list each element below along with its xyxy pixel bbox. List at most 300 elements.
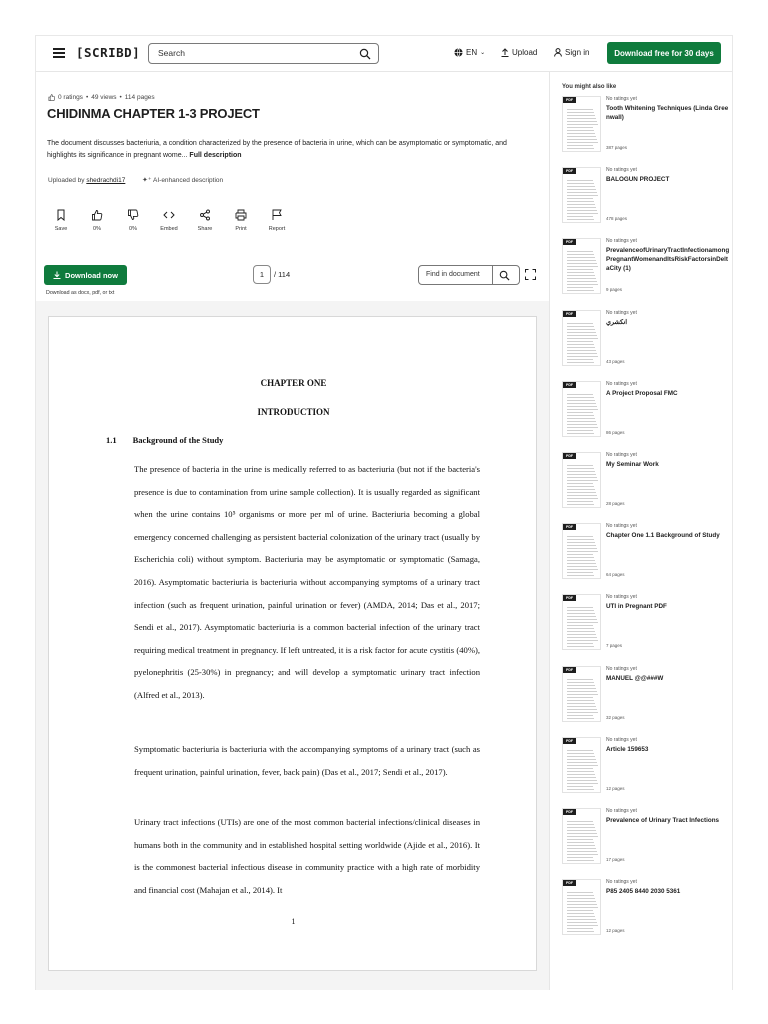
document-thumbnail[interactable] — [562, 310, 601, 366]
thumbnail-text-line — [567, 287, 593, 288]
document-thumbnail[interactable] — [562, 452, 601, 508]
ai-label: AI-enhanced description — [153, 177, 224, 184]
thumbnail-text-line — [567, 928, 593, 929]
pdf-badge: PDF — [563, 382, 576, 388]
card-title[interactable]: PrevalenceofUrinaryTractInfectionamongPregnantWomenandItsRiskFactorsinDeltaCity (1) — [606, 247, 730, 273]
fullscreen-icon[interactable] — [525, 269, 536, 280]
thumbnail-text-line — [567, 216, 593, 217]
thumbnail-text-line — [567, 326, 594, 327]
thumbnail-text-line — [567, 774, 595, 775]
thumbnail-text-line — [567, 892, 593, 893]
hamburger-menu-icon[interactable] — [53, 48, 65, 58]
thumbnail-text-line — [567, 910, 593, 911]
recommendation-card[interactable] — [562, 310, 732, 374]
thumbnail-text-line — [567, 777, 596, 778]
thumbnail-text-line — [567, 637, 597, 638]
thumbnail-text-line — [567, 919, 596, 920]
thumbnail-text-line — [567, 925, 598, 926]
thumbnail-text-line — [567, 563, 596, 564]
upload-icon — [501, 48, 509, 57]
thumbnail-text-line — [567, 536, 593, 537]
download-icon — [53, 271, 61, 279]
thumbnail-text-line — [567, 353, 597, 354]
thumbnail-text-line — [567, 198, 593, 199]
introduction-heading: INTRODUCTION — [257, 407, 330, 417]
section-heading — [106, 435, 223, 445]
thumbnail-text-line — [567, 895, 594, 896]
thumbnail-text-line — [567, 278, 596, 279]
thumbnail-text-line — [567, 542, 595, 543]
thumbnail-text-line — [567, 712, 598, 713]
sidebar-heading: You might also like — [562, 84, 617, 90]
thumbnail-text-line — [567, 768, 593, 769]
thumbnail-text-line — [567, 335, 597, 336]
uploader-link[interactable]: shedrachdi17 — [86, 177, 126, 184]
card-title[interactable]: Article 159653 — [606, 745, 649, 753]
thumbnail-text-line — [567, 833, 597, 834]
thumbnail-text-line — [567, 133, 595, 134]
recommendation-card[interactable] — [562, 96, 732, 160]
thumbnail-text-line — [567, 827, 595, 828]
thumbnail-text-line — [567, 109, 593, 110]
recommendation-card[interactable] — [562, 381, 732, 445]
recommendation-card[interactable] — [562, 238, 732, 302]
card-rating: No ratings yet — [606, 808, 637, 814]
thumbnail-text-line — [567, 643, 593, 644]
thumbnail-text-line — [567, 192, 597, 193]
pages-count: 114 pages — [124, 94, 155, 101]
thumbnail-text-line — [567, 765, 598, 766]
thumbnail-text-line — [567, 551, 598, 552]
embed-button[interactable] — [154, 206, 184, 236]
thumbnail-text-line — [567, 607, 593, 608]
paragraph-1: The presence of bacteria in the urine is medically referred to as bacteriuria (but not if the bacteria's presence is due to contamination from urine sample collection). It is usually regarded as significant when the urine contains 10⁵ organisms or more per ml of urine. Bacteriuria becoming a global emergency concerned challenging as persistent bacterial colonization of the urinary tract (usually by Escherichia coli) without symptom. Bacteriuria may be asymptomatic or symptomatic (Samaga, 2016). Asymptomatic bacteriuria is bacteriuria without accompanying symptoms of a urinary tract infection (such as frequent urination, painful urination or fever) (AMDA, 2014; Das et al., 2017; Sendi et al., 2017). Asymptomatic bacteriuria is a common bacterial infection of the urinary tract requiring medical treatment in pregnancy. If left untreated, it is a risk factor for acute cystitis (40%), pyelonephritis (25-30%) in pregnancy; and will develop a symptomatic urinary tract infection (Alfred et al., 2013). — [134, 464, 480, 700]
paragraph-2: Symptomatic bacteriuria is bacteriuria with the accompanying symptoms of a urinary tract (such as frequent urination, painful urination, fever, back pain) (Das et al., 2017; Sendi et al., 2017). — [134, 744, 480, 777]
card-page-count: 86 pages — [606, 429, 625, 435]
page-footer-number: 1 — [291, 917, 296, 926]
card-rating: No ratings yet — [606, 523, 637, 530]
views-count: 49 views — [91, 94, 117, 101]
thumbnail-text-line — [567, 474, 596, 475]
thumbnail-text-line — [567, 786, 593, 787]
thumbnail-text-line — [567, 575, 594, 576]
thumbnail-text-line — [567, 898, 595, 899]
thumbnail-text-line — [567, 483, 593, 484]
thumbs-up-icon — [91, 209, 103, 221]
thumbnail-text-line — [567, 145, 593, 146]
thumbnail-text-line — [567, 118, 596, 119]
thumbnail-text-line — [567, 842, 594, 843]
bookmark-icon — [55, 209, 67, 221]
thumbnail-text-line — [567, 251, 593, 252]
thumbnail-text-line — [567, 789, 594, 790]
find-search-icon[interactable] — [499, 270, 510, 281]
thumbnail-text-line — [567, 254, 594, 255]
thumbnail-text-line — [567, 907, 598, 908]
print-label: Print — [235, 226, 247, 232]
thumbnail-text-line — [567, 121, 597, 122]
thumbnail-text-line — [567, 341, 593, 342]
thumbnail-text-line — [567, 854, 598, 855]
uploaded-by-label: Uploaded by — [48, 177, 85, 184]
thumbnail-text-line — [567, 557, 594, 558]
thumbnail-text-line — [567, 260, 596, 261]
thumbnail-text-line — [567, 290, 594, 291]
document-thumbnail[interactable] — [562, 808, 601, 864]
thumbnail-text-line — [567, 112, 594, 113]
thumbnail-text-line — [567, 857, 593, 858]
card-page-count: 7 pages — [606, 643, 623, 649]
card-rating: No ratings yet — [606, 736, 637, 743]
thumbnail-text-line — [567, 136, 596, 137]
thumbnail-text-line — [567, 539, 594, 540]
ai-description-note — [142, 176, 223, 184]
like-button[interactable] — [82, 206, 112, 236]
page-number-input[interactable]: 1 — [253, 265, 271, 284]
card-page-count: 12 pages — [606, 928, 625, 934]
thumbnail-text-line — [567, 213, 598, 214]
signin-button[interactable] — [554, 48, 589, 57]
thumbnail-text-line — [567, 424, 597, 425]
recommendation-card[interactable] — [562, 879, 732, 943]
thumbnail-text-line — [567, 201, 594, 202]
save-label: Save — [54, 226, 68, 232]
thumbnail-text-line — [567, 685, 595, 686]
recommendation-card[interactable] — [562, 737, 732, 801]
thumbnail-text-line — [567, 400, 595, 401]
thumbnail-text-line — [567, 613, 595, 614]
thumbs-down-icon — [127, 209, 139, 221]
thumbnail-text-line — [567, 406, 597, 407]
recommendation-card[interactable] — [562, 666, 732, 730]
thumbnail-text-line — [567, 412, 593, 413]
document-thumbnail[interactable] — [562, 666, 601, 722]
thumbnail-text-line — [567, 913, 594, 914]
top-nav — [36, 36, 733, 72]
thumbnail-text-line — [567, 127, 593, 128]
thumbnail-text-line — [567, 554, 593, 555]
thumbnail-text-line — [567, 780, 597, 781]
card-title[interactable]: My Seminar Work — [606, 461, 659, 468]
like-percent: 0% — [93, 226, 101, 232]
recommendation-card[interactable] — [562, 167, 732, 231]
thumbnail-text-line — [567, 771, 594, 772]
thumbnail-text-line — [567, 756, 595, 757]
chapter-heading: CHAPTER ONE — [260, 378, 327, 388]
language-label: EN — [466, 48, 478, 57]
card-title[interactable]: BALOGUN PROJECT — [606, 176, 670, 184]
page-total: / 114 — [274, 270, 291, 279]
thumbnail-text-line — [567, 548, 597, 549]
save-button[interactable] — [46, 206, 76, 236]
document-thumbnail[interactable] — [562, 96, 601, 152]
share-button[interactable] — [190, 206, 220, 236]
thumbnail-text-line — [567, 362, 594, 363]
document-thumbnail[interactable] — [562, 737, 601, 793]
thumbnail-text-line — [567, 706, 596, 707]
download-free-button[interactable]: Download free for 30 days — [607, 42, 721, 64]
recommendation-card[interactable] — [562, 452, 732, 516]
thumbnail-text-line — [567, 634, 596, 635]
thumbnail-text-line — [567, 219, 594, 220]
recommendation-card[interactable] — [562, 808, 732, 872]
section-number: 1.1 — [106, 435, 117, 445]
pdf-badge: PDF — [563, 880, 576, 886]
thumbnail-text-line — [567, 679, 593, 680]
thumbnail-text-line — [567, 821, 593, 822]
signin-label: Sign in — [565, 48, 590, 57]
thumbnail-text-line — [567, 486, 594, 487]
card-title[interactable]: UTI in Pregnant PDF — [606, 603, 667, 611]
upload-button[interactable] — [501, 48, 537, 57]
card-title[interactable]: A Project Proposal FMC — [606, 389, 678, 397]
thumbnail-text-line — [567, 922, 597, 923]
card-rating: No ratings yet — [606, 96, 637, 102]
thumbnail-text-line — [567, 836, 598, 837]
share-icon — [199, 209, 211, 221]
thumbnail-text-line — [567, 504, 594, 505]
flag-icon — [271, 209, 283, 221]
thumbnail-text-line — [567, 688, 596, 689]
thumbnail-text-line — [567, 142, 598, 143]
document-thumbnail[interactable] — [562, 879, 601, 935]
thumbnail-text-line — [567, 616, 596, 617]
thumbnail-text-line — [567, 180, 593, 181]
pdf-badge: PDF — [563, 667, 576, 673]
thumbnail-text-line — [567, 646, 594, 647]
thumbnail-text-line — [567, 492, 596, 493]
dislike-button[interactable] — [118, 206, 148, 236]
thumbnail-text-line — [567, 275, 595, 276]
thumbnail-text-line — [567, 625, 593, 626]
card-rating: No ratings yet — [606, 238, 637, 245]
card-title[interactable]: Tooth Whitening Techniques (Linda Greenwall) — [606, 105, 729, 121]
search-placeholder: Search — [158, 48, 185, 58]
scribd-logo[interactable]: [SCRIBD] — [76, 45, 141, 60]
thumbnail-text-line — [567, 272, 594, 273]
thumbnail-text-line — [567, 281, 597, 282]
globe-icon — [454, 48, 463, 57]
pdf-badge: PDF — [563, 738, 576, 744]
thumbnail-text-line — [567, 415, 594, 416]
thumbnail-text-line — [567, 403, 596, 404]
download-now-label: Download now — [65, 270, 118, 280]
thumbnail-text-line — [567, 284, 598, 285]
thumbnail-text-line — [567, 471, 595, 472]
thumbnail-text-line — [567, 350, 596, 351]
pdf-badge: PDF — [563, 168, 576, 174]
thumbnail-text-line — [567, 572, 593, 573]
thumbnail-text-line — [567, 830, 596, 831]
card-page-count: 17 pages — [606, 857, 625, 862]
card-page-count: 387 pages — [606, 145, 628, 150]
thumbnail-text-line — [567, 421, 596, 422]
doc-stats: 0 ratings • 49 views • 114 pages — [48, 94, 155, 101]
search-input[interactable] — [148, 43, 379, 64]
card-title[interactable]: MANUEL @@###W — [606, 674, 664, 682]
uploaded-by — [48, 177, 125, 184]
thumbnail-text-line — [567, 931, 594, 932]
thumbnail-text-line — [567, 501, 593, 502]
document-viewer[interactable] — [36, 301, 549, 990]
thumbnail-text-line — [567, 356, 598, 357]
pdf-badge: PDF — [563, 311, 576, 317]
document-thumbnail[interactable] — [562, 238, 601, 294]
thumbnail-text-line — [567, 433, 594, 434]
thumbnail-text-line — [567, 183, 594, 184]
thumbnail-text-line — [567, 427, 598, 428]
card-rating: No ratings yet — [606, 594, 637, 601]
thumbnail-text-line — [567, 631, 595, 632]
thumbnail-text-line — [567, 860, 594, 861]
card-page-count: 43 pages — [606, 358, 625, 364]
thumbnail-text-line — [567, 703, 595, 704]
print-button[interactable] — [226, 206, 256, 236]
thumbnail-text-line — [567, 700, 594, 701]
pdf-badge: PDF — [563, 809, 576, 815]
card-rating: No ratings yet — [606, 309, 637, 316]
thumbnail-text-line — [567, 904, 597, 905]
thumbnail-text-line — [567, 545, 596, 546]
document-title: CHIDINMA CHAPTER 1-3 PROJECT — [47, 106, 260, 121]
thumbnail-text-line — [567, 139, 597, 140]
paragraph-3: Urinary tract infections (UTIs) are one of the most common bacterial infections/clinical diseases in humans both in the community and in established hospital setting worldwide (Ajide et al., 2016). It is the commonest bacterial infectious disease in community practice with a high rate of morbidity and financial cost (Mahajan et al., 2014). It — [134, 817, 480, 895]
search-icon[interactable] — [359, 48, 371, 60]
thumbnail-text-line — [567, 489, 595, 490]
card-title[interactable]: P85 2405 8440 2030 5361 — [606, 888, 681, 896]
card-rating: No ratings yet — [606, 879, 637, 886]
recommendation-card[interactable] — [562, 594, 732, 658]
thumbnail-text-line — [567, 115, 595, 116]
action-bar — [46, 206, 292, 236]
find-placeholder: Find in document — [426, 271, 480, 278]
thumbnail-text-line — [567, 148, 594, 149]
full-description-link[interactable]: Full description — [189, 152, 242, 159]
thumbs-up-small-icon — [48, 94, 55, 101]
card-title[interactable]: Prevalence of Urinary Tract Infections — [606, 817, 720, 824]
thumbnail-text-line — [567, 430, 593, 431]
thumbnail-text-line — [567, 186, 595, 187]
section-title: Background of the Study — [132, 435, 224, 445]
thumbnail-text-line — [567, 759, 596, 760]
card-rating: No ratings yet — [606, 665, 637, 672]
find-in-document-input[interactable] — [418, 265, 520, 285]
thumbnail-text-line — [567, 266, 598, 267]
document-thumbnail[interactable] — [562, 594, 601, 650]
language-selector[interactable] — [454, 48, 485, 57]
thumbnail-text-line — [567, 468, 594, 469]
thumbnail-text-line — [567, 783, 598, 784]
thumbnail-text-line — [567, 347, 595, 348]
thumbnail-text-line — [567, 477, 597, 478]
thumbnail-text-line — [567, 409, 598, 410]
pdf-badge: PDF — [563, 595, 576, 601]
card-page-count: 12 pages — [606, 785, 625, 791]
document-page — [48, 316, 537, 971]
thumbnail-text-line — [567, 753, 594, 754]
thumbnail-text-line — [567, 263, 597, 264]
ratings-count: 0 ratings — [58, 94, 83, 101]
thumbnail-text-line — [567, 418, 595, 419]
document-thumbnail[interactable] — [562, 381, 601, 437]
card-page-count: 32 pages — [606, 714, 625, 720]
thumbnail-text-line — [567, 694, 598, 695]
card-title[interactable]: انكشري — [606, 318, 627, 326]
recommendations-sidebar — [549, 72, 733, 990]
thumbnail-text-line — [567, 204, 595, 205]
document-description — [47, 138, 537, 162]
thumbnail-text-line — [567, 566, 597, 567]
thumbnail-text-line — [567, 332, 596, 333]
thumbnail-text-line — [567, 323, 593, 324]
thumbnail-text-line — [567, 465, 593, 466]
download-now-button[interactable] — [44, 265, 127, 285]
print-icon — [235, 209, 247, 221]
recommendation-card[interactable] — [562, 523, 732, 587]
embed-label: Embed — [160, 226, 178, 232]
thumbnail-text-line — [567, 640, 598, 641]
document-thumbnail[interactable] — [562, 523, 601, 579]
thumbnail-text-line — [567, 628, 594, 629]
thumbnail-text-line — [567, 691, 597, 692]
thumbnail-text-line — [567, 824, 594, 825]
card-rating: No ratings yet — [606, 452, 637, 458]
thumbnail-text-line — [567, 622, 598, 623]
upload-label: Upload — [512, 48, 538, 57]
dislike-percent: 0% — [129, 226, 137, 232]
pdf-badge: PDF — [563, 453, 576, 459]
thumbnail-text-line — [567, 709, 597, 710]
thumbnail-text-line — [567, 851, 597, 852]
thumbnail-text-line — [567, 338, 598, 339]
thumbnail-text-line — [567, 750, 593, 751]
card-title[interactable]: Chapter One 1.1 Background of Study — [606, 532, 720, 540]
thumbnail-text-line — [567, 569, 598, 570]
thumbnail-text-line — [567, 839, 593, 840]
report-button[interactable] — [262, 206, 292, 236]
thumbnail-text-line — [567, 845, 595, 846]
share-label: Share — [197, 226, 213, 232]
thumbnail-text-line — [567, 682, 594, 683]
card-page-count: 64 pages — [606, 572, 625, 578]
thumbnail-text-line — [567, 130, 594, 131]
thumbnail-text-line — [567, 560, 595, 561]
sparkle-icon: ✦⁺ — [142, 177, 152, 184]
thumbnail-text-line — [567, 715, 593, 716]
thumbnail-text-line — [567, 495, 597, 496]
thumbnail-text-line — [567, 762, 597, 763]
thumbnail-text-line — [567, 124, 598, 125]
card-page-count: 9 pages — [606, 287, 623, 293]
code-icon — [163, 209, 175, 221]
card-page-count: 478 pages — [606, 216, 628, 222]
thumbnail-text-line — [567, 848, 596, 849]
card-rating: No ratings yet — [606, 380, 637, 387]
thumbnail-text-line — [567, 394, 593, 395]
thumbnail-text-line — [567, 619, 597, 620]
thumbnail-text-line — [567, 397, 594, 398]
pdf-badge: PDF — [563, 239, 576, 245]
download-formats-note: Download as docx, pdf, or txt — [46, 290, 115, 296]
card-page-count: 28 pages — [606, 501, 625, 506]
thumbnail-text-line — [567, 916, 595, 917]
thumbnail-text-line — [567, 359, 593, 360]
card-rating: No ratings yet — [606, 167, 637, 174]
thumbnail-text-line — [567, 195, 598, 196]
thumbnail-text-line — [567, 697, 593, 698]
thumbnail-text-line — [567, 901, 596, 902]
document-thumbnail[interactable] — [562, 167, 601, 223]
